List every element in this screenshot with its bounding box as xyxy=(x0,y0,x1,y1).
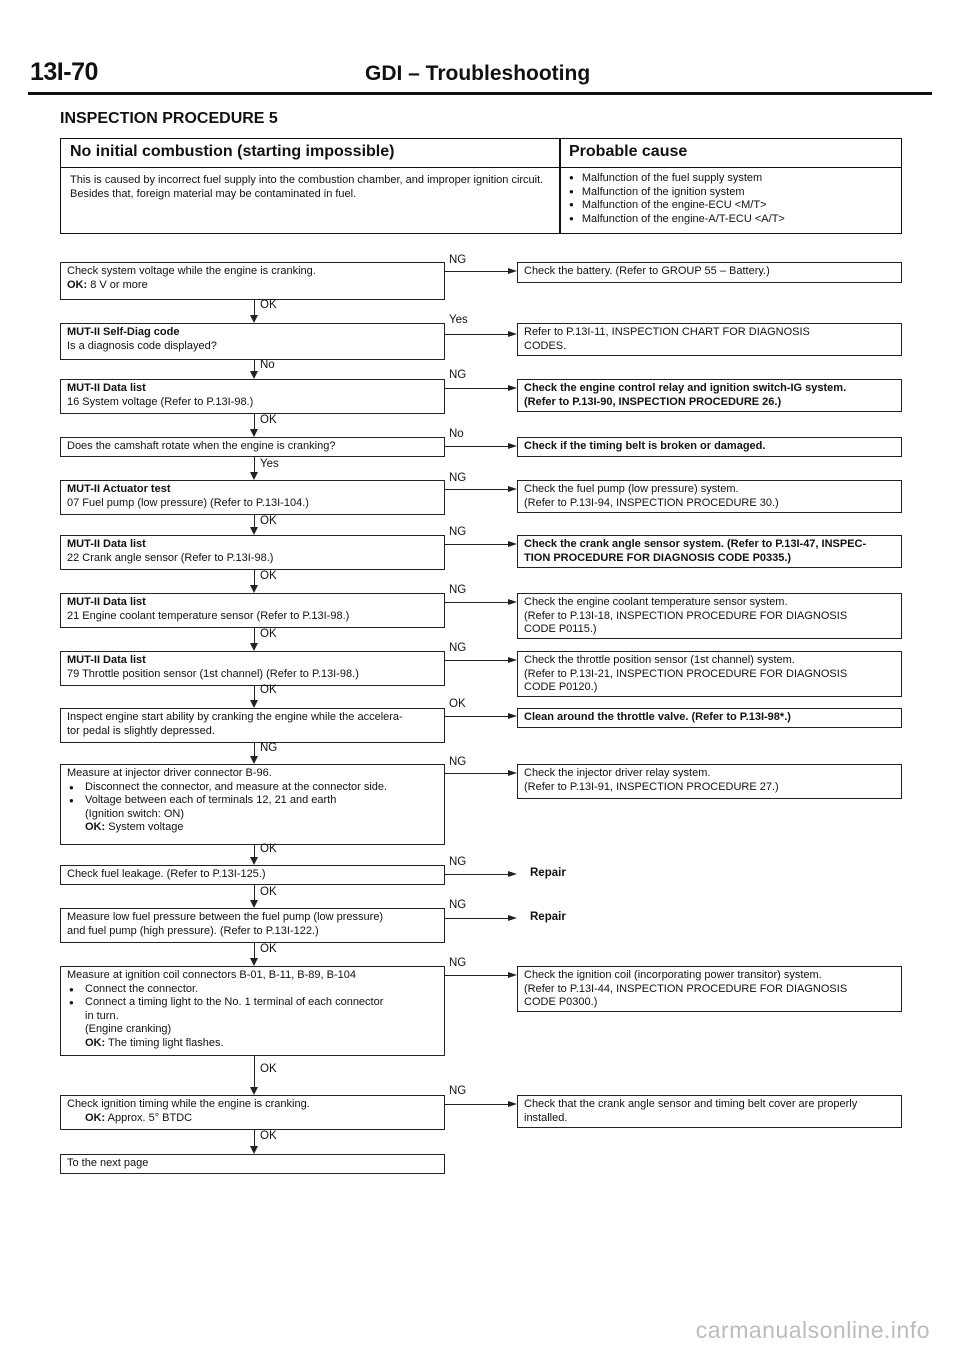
down-arrow-icon xyxy=(250,472,258,480)
flow-connector xyxy=(444,918,508,919)
down-arrow-icon xyxy=(250,900,258,908)
step-injector-bullets: ● Disconnect the connector, and measure at the connector side. ● Voltage between each of terminals 12, 21 and earth xyxy=(67,781,438,808)
step-fuel-leakage: Check fuel leakage. (Refer to P.13I-125.) xyxy=(60,865,445,885)
flow-label: OK xyxy=(260,1063,277,1075)
right-arrow-icon xyxy=(508,972,517,978)
flow-connector xyxy=(254,885,255,900)
right-arrow-icon xyxy=(508,770,517,776)
flow-label: OK xyxy=(260,628,277,640)
right-arrow-icon xyxy=(508,331,517,337)
flow-label: NG xyxy=(449,584,467,596)
flow-connector xyxy=(254,414,255,429)
result-repair-fuel-pressure: Repair xyxy=(530,911,566,923)
step-self-diag-code: MUT-II Self-Diag code Is a diagnosis code displayed? xyxy=(60,323,445,360)
step-camshaft-rotation: Does the camshaft rotate when the engine is cranking? xyxy=(60,437,445,457)
down-arrow-icon xyxy=(250,857,258,865)
result-check-battery: Check the battery. (Refer to GROUP 55 – Battery.) xyxy=(517,262,902,283)
result-repair-fuel-leakage: Repair xyxy=(530,867,566,879)
flow-connector xyxy=(254,360,255,371)
result-inspection-chart: Refer to P.13I-11, INSPECTION CHART FOR DIAGNOSIS CODES. xyxy=(517,323,902,356)
flow-connector xyxy=(444,602,508,603)
symptom-table xyxy=(60,138,902,234)
flow-label: NG xyxy=(449,472,467,484)
step-data-list-crank-angle: MUT-II Data list 22 Crank angle sensor (Refer to P.13I-98.) xyxy=(60,535,445,570)
flow-connector xyxy=(444,716,508,717)
flow-connector xyxy=(254,845,255,857)
flow-connector xyxy=(444,446,508,447)
down-arrow-icon xyxy=(250,429,258,437)
right-arrow-icon xyxy=(508,541,517,547)
flow-label: NG xyxy=(449,899,467,911)
page-number: 13I-70 xyxy=(30,58,98,86)
flow-label: OK xyxy=(260,684,277,696)
probable-cause-heading: Probable cause xyxy=(569,143,688,160)
right-arrow-icon xyxy=(508,1101,517,1107)
flow-label: Yes xyxy=(260,458,279,470)
right-arrow-icon xyxy=(508,915,517,921)
down-arrow-icon xyxy=(250,700,258,708)
flow-label: No xyxy=(260,359,275,371)
result-engine-control-relay: Check the engine control relay and ignition switch-IG system. (Refer to P.13I-90, INSPECTION PROCEDURE 26.) xyxy=(517,379,902,412)
flow-connector xyxy=(444,975,508,976)
flow-label: NG xyxy=(449,1085,467,1097)
flow-label: OK xyxy=(260,886,277,898)
probable-cause-item: ● Malfunction of the engine-A/T-ECU <A/T> xyxy=(569,213,899,227)
flow-label: NG xyxy=(449,856,467,868)
flow-connector xyxy=(254,743,255,756)
result-crank-sensor-installation: Check that the crank angle sensor and timing belt cover are properly installed. xyxy=(517,1095,902,1128)
flow-connector xyxy=(444,773,508,774)
step-ignition-timing: Check ignition timing while the engine is cranking. OK: Approx. 5° BTDC xyxy=(60,1095,445,1130)
step-injector-driver-connector: Measure at injector driver connector B-96. ● Disconnect the connector, and measure at the connector side. ● Voltage between each of terminals 12, 21 and earth (Ignition switch: ON) OK: System voltage xyxy=(60,764,445,845)
step-next-page: To the next page xyxy=(60,1154,445,1174)
right-arrow-icon xyxy=(508,443,517,449)
step-data-list-throttle-position: MUT-II Data list 79 Throttle position sensor (1st channel) (Refer to P.13I-98.) xyxy=(60,651,445,686)
probable-cause-list xyxy=(569,172,899,226)
result-timing-belt: Check if the timing belt is broken or damaged. xyxy=(517,437,902,457)
flow-connector xyxy=(444,489,508,490)
step-check-system-voltage: Check system voltage while the engine is cranking. OK: 8 V or more xyxy=(60,262,445,300)
flow-label: NG xyxy=(449,957,467,969)
flow-label: NG xyxy=(449,526,467,538)
flow-label: NG xyxy=(260,742,278,754)
flow-connector xyxy=(254,628,255,643)
down-arrow-icon xyxy=(250,585,258,593)
flow-connector xyxy=(254,1056,255,1087)
procedure-title: INSPECTION PROCEDURE 5 xyxy=(60,110,278,127)
down-arrow-icon xyxy=(250,315,258,323)
flow-connector xyxy=(444,271,508,272)
step-accelerator-start-ability: Inspect engine start ability by cranking the engine while the accelera- tor pedal is slightly depressed. xyxy=(60,708,445,743)
flow-connector xyxy=(254,686,255,700)
flow-label: NG xyxy=(449,254,467,266)
step-data-list-coolant-temp: MUT-II Data list 21 Engine coolant temperature sensor (Refer to P.13I-98.) xyxy=(60,593,445,628)
flow-label: No xyxy=(449,428,464,440)
flow-label: Yes xyxy=(449,314,468,326)
flow-label: OK xyxy=(260,1130,277,1142)
flow-label: OK xyxy=(260,299,277,311)
flow-connector xyxy=(444,874,508,875)
down-arrow-icon xyxy=(250,958,258,966)
flow-connector xyxy=(254,943,255,958)
result-fuel-pump-system: Check the fuel pump (low pressure) system. (Refer to P.13I-94, INSPECTION PROCEDURE 30.) xyxy=(517,480,902,513)
down-arrow-icon xyxy=(250,527,258,535)
symptom-table-divider xyxy=(559,139,561,233)
right-arrow-icon xyxy=(508,657,517,663)
down-arrow-icon xyxy=(250,1087,258,1095)
probable-cause-item: ● Malfunction of the ignition system xyxy=(569,186,899,200)
flow-connector xyxy=(254,570,255,585)
flow-connector xyxy=(444,544,508,545)
flow-connector xyxy=(254,300,255,315)
flow-connector xyxy=(444,388,508,389)
result-injector-driver-relay: Check the injector driver relay system. (Refer to P.13I-91, INSPECTION PROCEDURE 27.) xyxy=(517,764,902,799)
step-low-fuel-pressure: Measure low fuel pressure between the fuel pump (low pressure) and fuel pump (high pressure). (Refer to P.13I-122.) xyxy=(60,908,445,943)
flow-connector xyxy=(254,515,255,527)
flow-connector xyxy=(444,1104,508,1105)
right-arrow-icon xyxy=(508,486,517,492)
flow-label: OK xyxy=(260,515,277,527)
flow-label: OK xyxy=(260,843,277,855)
section-title: GDI – Troubleshooting xyxy=(365,62,591,85)
flow-label: OK xyxy=(449,698,466,710)
symptom-heading: No initial combustion (starting impossible) xyxy=(70,143,395,160)
result-clean-throttle-valve: Clean around the throttle valve. (Refer to P.13I-98*.) xyxy=(517,708,902,728)
right-arrow-icon xyxy=(508,268,517,274)
flow-connector xyxy=(254,457,255,472)
probable-cause-item: ● Malfunction of the engine-ECU <M/T> xyxy=(569,199,899,213)
down-arrow-icon xyxy=(250,643,258,651)
right-arrow-icon xyxy=(508,713,517,719)
step-data-list-system-voltage: MUT-II Data list 16 System voltage (Refer to P.13I-98.) xyxy=(60,379,445,414)
result-throttle-position-sensor: Check the throttle position sensor (1st channel) system. (Refer to P.13I-21, INSPECTION PROCEDURE FOR DIAGNOSIS CODE P0120.) xyxy=(517,651,902,697)
flow-label: NG xyxy=(449,369,467,381)
probable-cause-item: ● Malfunction of the fuel supply system xyxy=(569,172,899,186)
symptom-description: This is caused by incorrect fuel supply into the combustion chamber, and improper ignition circuit. Besides that, foreign material may be contaminated in fuel. xyxy=(70,174,544,200)
flow-label: NG xyxy=(449,756,467,768)
flow-connector xyxy=(444,334,508,335)
flow-connector xyxy=(444,660,508,661)
header-rule xyxy=(28,92,932,95)
step-ignition-coil-connectors: Measure at ignition coil connectors B-01, B-11, B-89, B-104 ● Connect the connector. ● Connect a timing light to the No. 1 terminal of each connector in turn. (Engine cranking) OK: The timing light flashes. xyxy=(60,966,445,1056)
down-arrow-icon xyxy=(250,371,258,379)
flow-connector xyxy=(254,1130,255,1146)
right-arrow-icon xyxy=(508,599,517,605)
watermark: carmanualsonline.info xyxy=(695,1317,930,1343)
step-actuator-test-fuel-pump: MUT-II Actuator test 07 Fuel pump (low pressure) (Refer to P.13I-104.) xyxy=(60,480,445,515)
flow-label: NG xyxy=(449,642,467,654)
result-coolant-temp-sensor: Check the engine coolant temperature sensor system. (Refer to P.13I-18, INSPECTION PROCEDURE FOR DIAGNOSIS CODE P0115.) xyxy=(517,593,902,639)
down-arrow-icon xyxy=(250,756,258,764)
down-arrow-icon xyxy=(250,1146,258,1154)
step-ignition-bullets: ● Connect the connector. ● Connect a timing light to the No. 1 terminal of each connector xyxy=(67,983,438,1010)
result-ignition-coil-system: Check the ignition coil (incorporating power transitor) system. (Refer to P.13I-44, INSPECTION PROCEDURE FOR DIAGNOSIS CODE P0300.) xyxy=(517,966,902,1012)
flow-label: OK xyxy=(260,414,277,426)
flow-label: OK xyxy=(260,570,277,582)
right-arrow-icon xyxy=(508,871,517,877)
flow-label: OK xyxy=(260,943,277,955)
result-crank-angle-sensor: Check the crank angle sensor system. (Refer to P.13I-47, INSPEC- TION PROCEDURE FOR DIAGNOSIS CODE P0335.) xyxy=(517,535,902,568)
right-arrow-icon xyxy=(508,385,517,391)
